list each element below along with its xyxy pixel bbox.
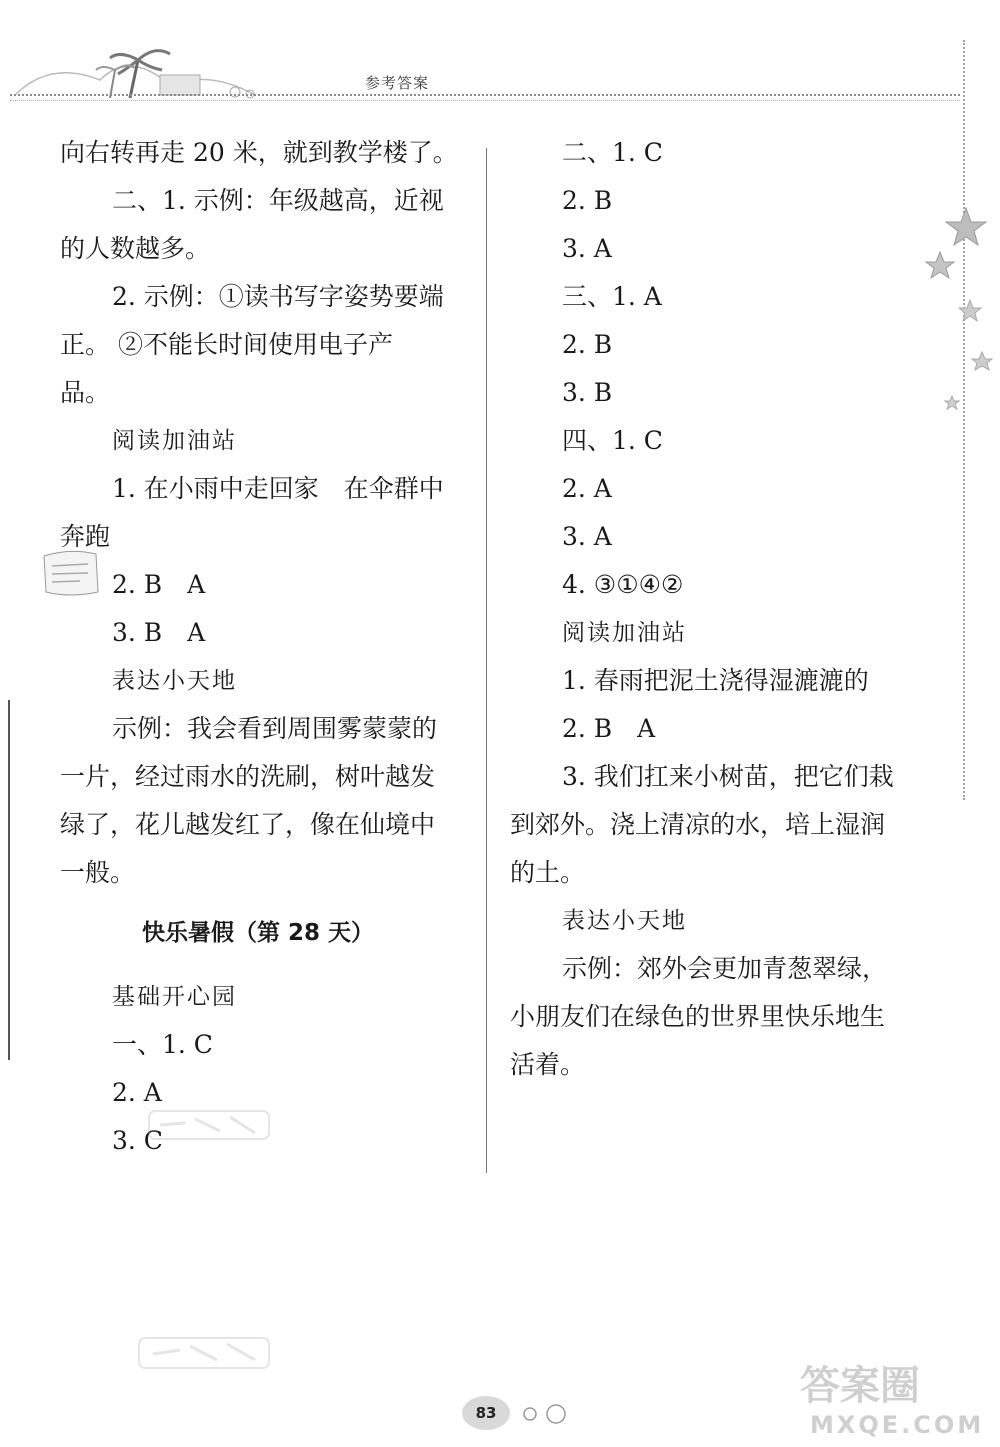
answer-line: 2. B A bbox=[562, 714, 656, 743]
day-heading: 快乐暑假（第 28 天） bbox=[142, 920, 375, 946]
answer-line: 2. A bbox=[112, 1078, 162, 1107]
answer-line: 奔跑 bbox=[60, 522, 111, 551]
right-margin-rule bbox=[963, 40, 965, 800]
page-number: 83 bbox=[462, 1396, 510, 1430]
answer-line: 二、1. C bbox=[562, 138, 663, 167]
section-title: 阅读加油站 bbox=[562, 620, 687, 646]
answer-line: 的人数越多。 bbox=[60, 234, 211, 263]
header-rule bbox=[10, 94, 960, 96]
answer-line: 一、1. C bbox=[112, 1030, 213, 1059]
answer-line: 到郊外。浇上清凉的水，培上湿润 bbox=[510, 810, 886, 839]
section-title: 表达小天地 bbox=[112, 668, 237, 694]
answer-line: 3. B bbox=[562, 378, 613, 407]
section-title: 阅读加油站 bbox=[112, 428, 237, 454]
answer-line: 二、1. 示例：年级越高，近视 bbox=[112, 186, 444, 215]
header-rule-secondary bbox=[10, 100, 960, 101]
answer-line: 示例：我会看到周围雾蒙蒙的 bbox=[112, 714, 438, 743]
answer-line: 4. ③①④② bbox=[562, 570, 684, 599]
site-watermark-top: 答案圈 bbox=[800, 1363, 920, 1409]
answer-line: 3. 我们扛来小树苗，把它们栽 bbox=[562, 762, 894, 791]
answer-line: 四、1. C bbox=[562, 426, 663, 455]
header-palm-tree-logo bbox=[10, 40, 260, 100]
section-title: 基础开心园 bbox=[112, 984, 237, 1010]
header-title: 参考答案 bbox=[365, 74, 430, 92]
answer-line: 正。 ②不能长时间使用电子产 bbox=[60, 330, 393, 359]
answer-line: 2. 示例：①读书写字姿势要端 bbox=[112, 282, 444, 311]
answer-line: 1. 在小雨中走回家 在伞群中 bbox=[112, 474, 444, 503]
answer-line: 向右转再走 20 米，就到教学楼了。 bbox=[60, 138, 458, 167]
answer-line: 2. A bbox=[562, 474, 612, 503]
faint-stamp-watermark bbox=[135, 1330, 275, 1375]
answer-line: 品。 bbox=[60, 378, 111, 407]
answer-line: 2. B A bbox=[112, 570, 206, 599]
answer-line: 小朋友们在绿色的世界里快乐地生 bbox=[510, 1002, 886, 1031]
answer-line: 2. B bbox=[562, 186, 613, 215]
answer-line: 活着。 bbox=[510, 1050, 586, 1079]
answer-line: 绿了，花儿越发红了，像在仙境中 bbox=[60, 810, 436, 839]
column-divider bbox=[486, 148, 487, 1173]
site-watermark-logo bbox=[790, 1355, 990, 1440]
answer-line: 3. C bbox=[112, 1126, 163, 1155]
left-binding-edge bbox=[8, 700, 10, 1060]
page-dots-icon bbox=[516, 1402, 576, 1426]
answer-line: 1. 春雨把泥土浇得湿漉漉的 bbox=[562, 666, 869, 695]
answer-line: 示例：郊外会更加青葱翠绿， bbox=[562, 954, 888, 983]
answer-line: 2. B bbox=[562, 330, 613, 359]
answer-line: 3. B A bbox=[112, 618, 206, 647]
decorative-note-icon bbox=[40, 548, 102, 598]
faint-stamp-watermark bbox=[145, 1105, 275, 1145]
section-title: 表达小天地 bbox=[562, 908, 687, 934]
answer-line: 三、1. A bbox=[562, 282, 662, 311]
answer-line: 一片，经过雨水的洗刷，树叶越发 bbox=[60, 762, 436, 791]
answer-line: 的土。 bbox=[510, 858, 586, 887]
decorative-stars-icon bbox=[920, 200, 1000, 420]
answer-line: 一般。 bbox=[60, 858, 136, 887]
answer-line: 3. A bbox=[562, 234, 612, 263]
answer-line: 3. A bbox=[562, 522, 612, 551]
site-watermark-bottom: MXQE.COM bbox=[810, 1411, 985, 1439]
